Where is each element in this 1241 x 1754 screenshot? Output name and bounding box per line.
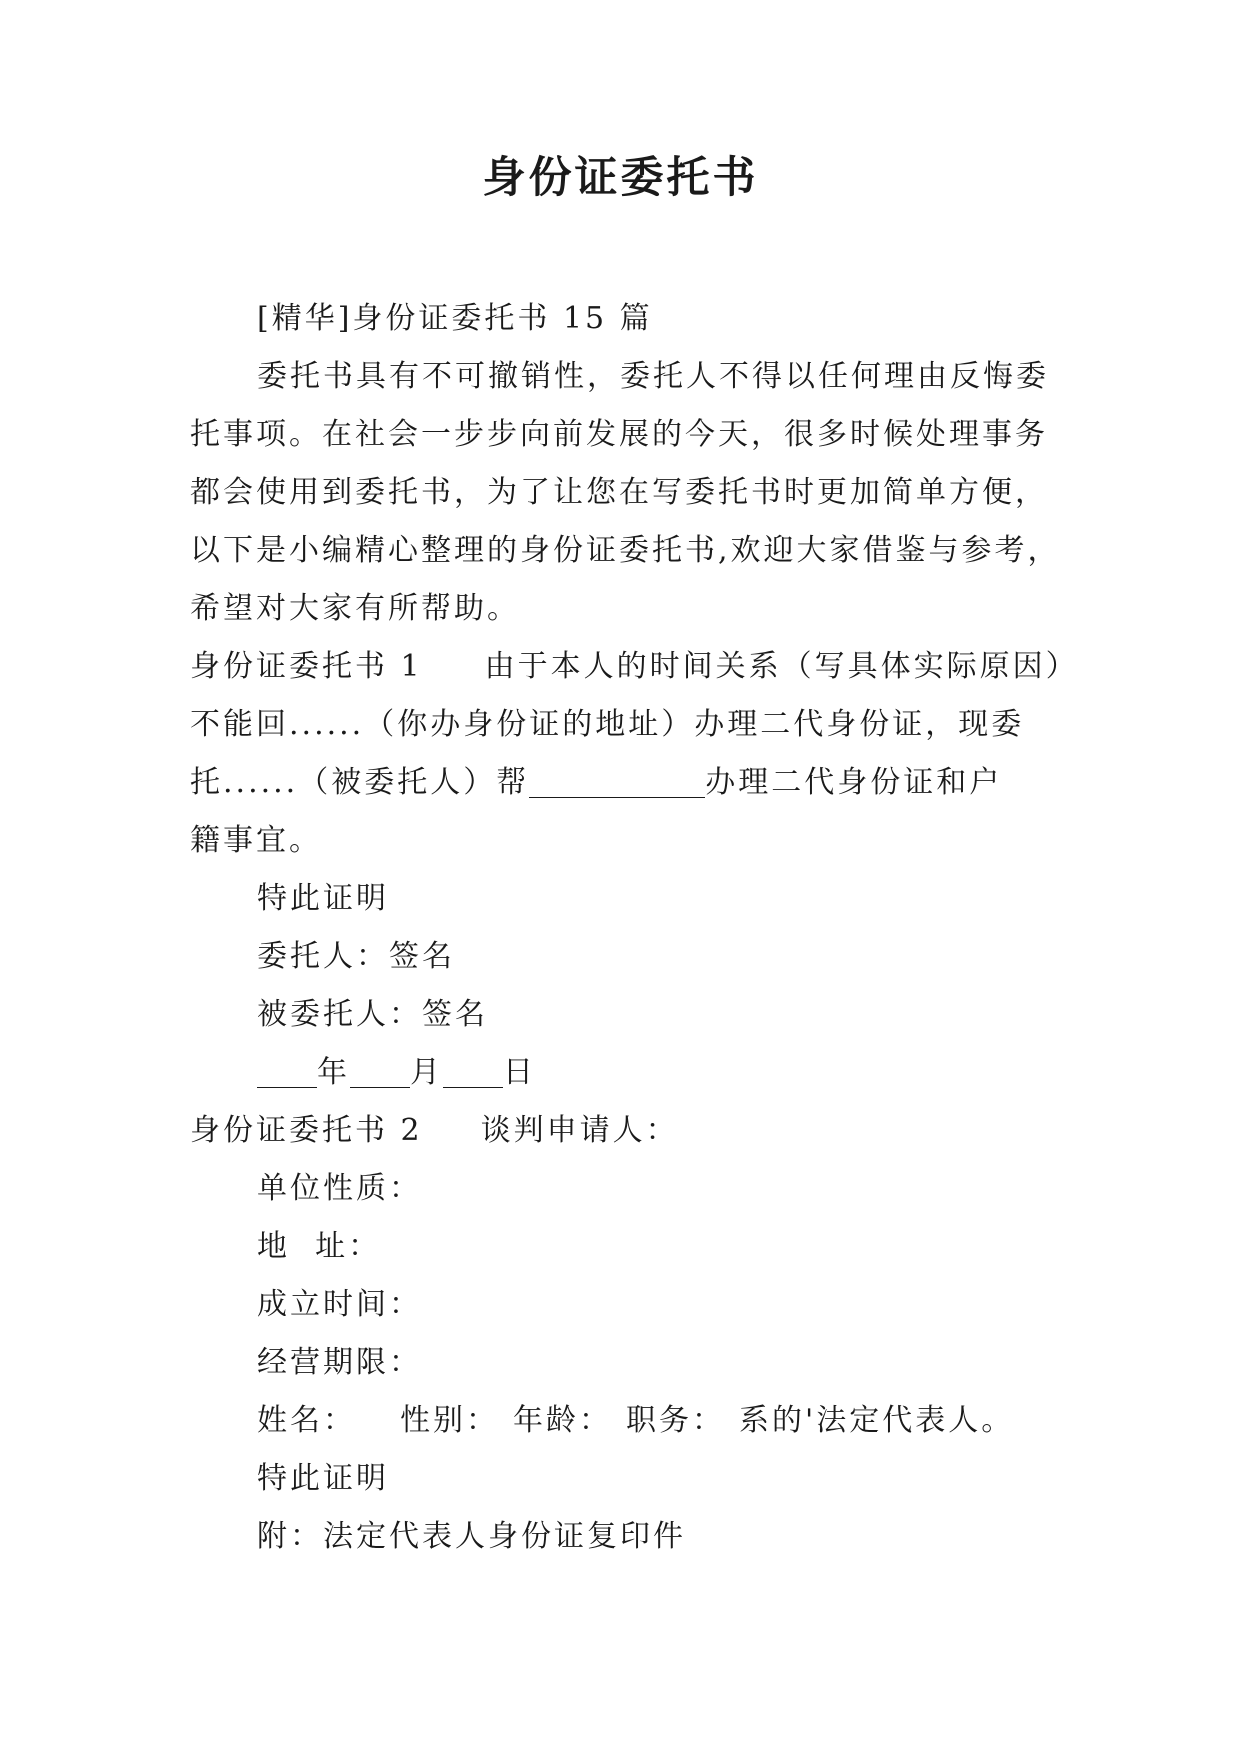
representative-text: 系的'法定代表人。 bbox=[739, 1403, 1015, 1438]
fill-in-blank bbox=[529, 767, 705, 798]
section1-heading: 身份证委托书 1 bbox=[190, 649, 423, 684]
day-label: 日 bbox=[503, 1055, 536, 1090]
document-body bbox=[190, 290, 1090, 1566]
certify-text: 特此证明 bbox=[257, 881, 389, 916]
section1-first-line bbox=[190, 638, 1090, 696]
subtitle: [精华]身份证委托书 15 篇 bbox=[257, 301, 653, 336]
date-line bbox=[190, 1044, 1090, 1102]
section1-text: 由于本人的时间关系（写具体实际原因） bbox=[484, 649, 1079, 684]
section1-text-before-blank: 托......（被委托人）帮 bbox=[190, 765, 530, 800]
unit-nature-field: 单位性质： bbox=[257, 1171, 422, 1206]
established-field: 成立时间： bbox=[257, 1287, 422, 1322]
operation-period-field: 经营期限： bbox=[257, 1345, 422, 1380]
representative-line bbox=[190, 1392, 1090, 1450]
section1-text-after-blank: 办理二代身份证和户 bbox=[705, 765, 1003, 800]
principal-signature: 委托人：签名 bbox=[257, 939, 455, 974]
name-label: 姓名： bbox=[257, 1403, 356, 1438]
document-title: 身份证委托书 bbox=[482, 153, 759, 203]
agent-signature: 被委托人：签名 bbox=[257, 997, 488, 1032]
year-label: 年 bbox=[317, 1055, 350, 1090]
address-field: 地 址： bbox=[257, 1229, 382, 1264]
section1-text-line: 籍事宜。 bbox=[190, 823, 322, 858]
section2-heading: 身份证委托书 2 bbox=[190, 1113, 423, 1148]
certify-text: 特此证明 bbox=[257, 1461, 389, 1496]
month-blank bbox=[350, 1057, 410, 1088]
section1-text-line: 不能回......（你办身份证的地址）办理二代身份证，现委 bbox=[190, 707, 1025, 742]
intro-line: 以下是小编精心整理的身份证委托书,欢迎大家借鉴与参考， bbox=[190, 533, 1061, 568]
intro-line: 托事项。在社会一步步向前发展的今天，很多时候处理事务 bbox=[190, 417, 1048, 452]
gender-label: 性别： bbox=[400, 1403, 499, 1438]
year-blank bbox=[257, 1057, 317, 1088]
age-label: 年龄： bbox=[513, 1403, 612, 1438]
intro-line: 都会使用到委托书，为了让您在写委托书时更加简单方便， bbox=[190, 475, 1048, 510]
section2-first-line bbox=[190, 1102, 1090, 1160]
applicant-label: 谈判申请人： bbox=[480, 1113, 679, 1148]
intro-line: 委托书具有不可撤销性，委托人不得以任何理由反悔委 bbox=[257, 359, 1049, 394]
attachment-text: 附：法定代表人身份证复印件 bbox=[257, 1519, 686, 1554]
month-label: 月 bbox=[410, 1055, 443, 1090]
position-label: 职务： bbox=[626, 1403, 725, 1438]
intro-line: 希望对大家有所帮助。 bbox=[190, 591, 520, 626]
day-blank bbox=[443, 1057, 503, 1088]
section1-text-line bbox=[190, 754, 1090, 812]
